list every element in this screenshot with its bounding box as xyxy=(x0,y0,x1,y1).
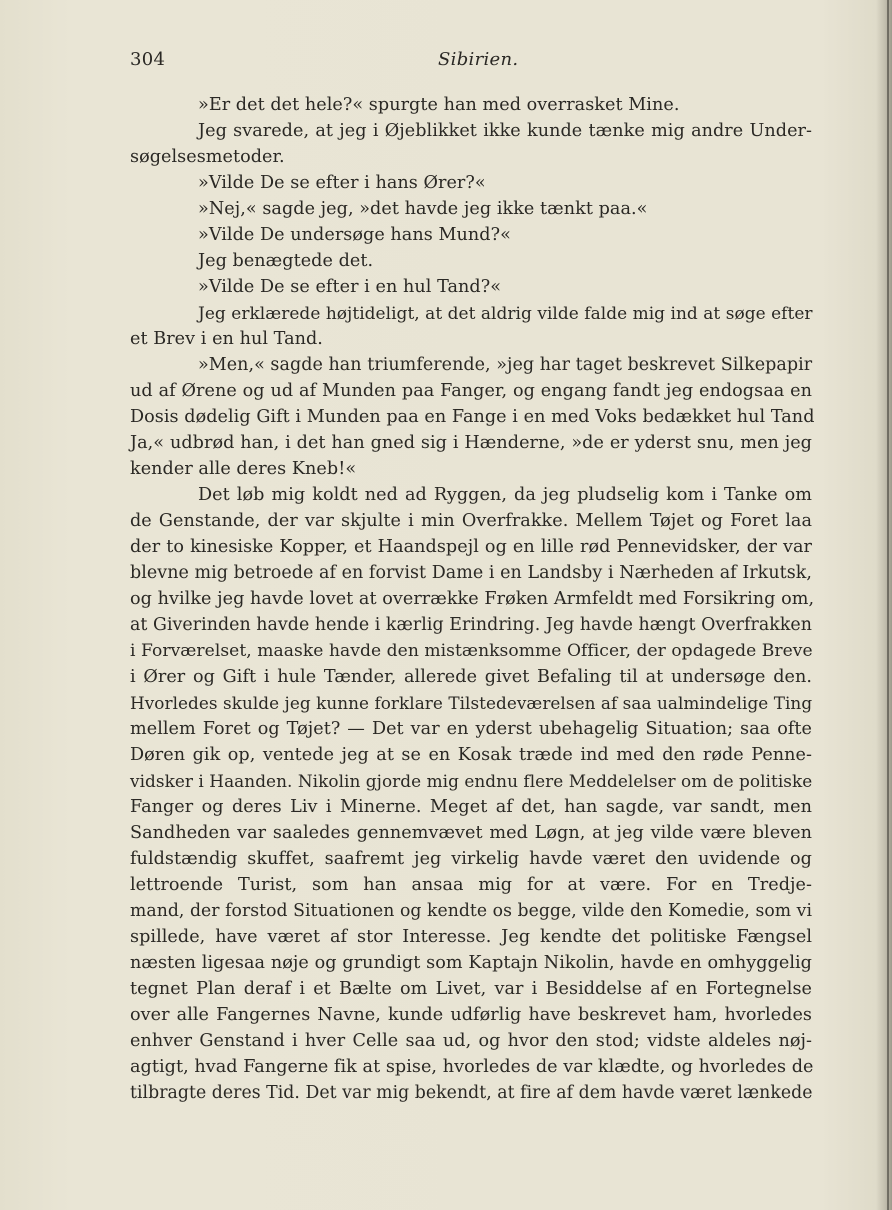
text-line: Jeg benægtede det. xyxy=(198,251,374,271)
text-line: Fanger og deres Liv i Minerne. Meget af det, han sagde, var sandt, men xyxy=(130,797,812,817)
text-line: i Ører og Gift i hule Tænder, allerede givet Befaling til at undersøge den. xyxy=(130,667,812,687)
text-line: »Vilde De se efter i hans Ører?« xyxy=(198,173,486,193)
text-line: ud af Ørene og ud af Munden paa Fanger, og engang fandt jeg endogsaa en xyxy=(130,381,812,401)
text-line: næsten ligesaa nøje og grundigt som Kaptajn Nikolin, havde en omhyggelig xyxy=(130,953,812,973)
text-line: agtigt, hvad Fangerne fik at spise, hvorledes de var klædte, og hvorledes de xyxy=(130,1057,814,1077)
page-edge-shadow xyxy=(876,0,892,1210)
text-line: i Forværelset, maaske havde den mistænksomme Officer, der opdagede Breve xyxy=(130,641,813,661)
text-line: Jeg svarede, at jeg i Øjeblikket ikke kunde tænke mig andre Under- xyxy=(198,121,812,141)
text-line: søgelsesmetoder. xyxy=(130,147,285,167)
text-line: »Vilde De undersøge hans Mund?« xyxy=(198,225,511,245)
page-header xyxy=(130,46,812,74)
body-text xyxy=(130,92,815,1106)
text-line: Ja,« udbrød han, i det han gned sig i Hænderne, »de er yderst snu, men jeg xyxy=(130,433,812,453)
text-line: enhver Genstand i hver Celle saa ud, og hvor den stod; vidste aldeles nøj- xyxy=(130,1031,812,1051)
running-title: Sibirien. xyxy=(438,49,519,70)
text-line: »Nej,« sagde jeg, »det havde jeg ikke tænkt paa.« xyxy=(198,199,648,219)
text-line: de Genstande, der var skjulte i min Overfrakke. Mellem Tøjet og Foret laa xyxy=(130,511,812,531)
text-line: et Brev i en hul Tand. xyxy=(130,329,323,349)
text-line: Det løb mig koldt ned ad Ryggen, da jeg pludselig kom i Tanke om xyxy=(198,485,812,505)
text-line: at Giverinden havde hende i kærlig Erindring. Jeg havde hængt Overfrakken xyxy=(130,615,812,635)
text-line: Hvorledes skulde jeg kunne forklare Tilstedeværelsen af saa ualmindelige Ting xyxy=(130,693,813,713)
text-line: »Er det det hele?« spurgte han med overrasket Mine. xyxy=(198,95,680,115)
text-line: spillede, have været af stor Interesse. Jeg kendte det politiske Fængsel xyxy=(130,927,812,947)
text-line: »Vilde De se efter i en hul Tand?« xyxy=(198,277,502,297)
text-line: kender alle deres Kneb!« xyxy=(130,459,357,479)
text-line: tegnet Plan deraf i et Bælte om Livet, var i Besiddelse af en Fortegnelse xyxy=(130,979,812,999)
text-line: lettroende Turist, som han ansaa mig for at være. For en Tredje- xyxy=(130,875,812,895)
page-number: 304 xyxy=(130,49,166,70)
text-line: Dosis dødelig Gift i Munden paa en Fange i en med Voks bedækket hul Tand xyxy=(130,407,815,427)
text-line: tilbragte deres Tid. Det var mig bekendt, at fire af dem havde været lænkede xyxy=(130,1083,813,1103)
text-line: Jeg erklærede højtideligt, at det aldrig vilde falde mig ind at søge efter xyxy=(198,303,813,323)
text-line: over alle Fangernes Navne, kunde udførlig have beskrevet ham, hvorledes xyxy=(130,1005,812,1025)
text-line: fuldstændig skuffet, saafremt jeg virkelig havde været den uvidende og xyxy=(130,849,812,869)
text-line: mellem Foret og Tøjet? — Det var en yderst ubehagelig Situation; saa ofte xyxy=(130,719,812,739)
text-line: Sandheden var saaledes gennemvævet med Løgn, at jeg vilde være bleven xyxy=(130,823,812,843)
text-line: blevne mig betroede af en forvist Dame i en Landsby i Nærheden af Irkutsk, xyxy=(130,563,812,583)
text-line: vidsker i Haanden. Nikolin gjorde mig endnu flere Meddelelser om de politiske xyxy=(130,771,813,791)
text-line: og hvilke jeg havde lovet at overrække Frøken Armfeldt med Forsikring om, xyxy=(130,589,815,609)
text-line: der to kinesiske Kopper, et Haandspejl og en lille rød Pennevidsker, der var xyxy=(130,537,812,557)
text-line: mand, der forstod Situationen og kendte os begge, vilde den Komedie, som vi xyxy=(130,901,812,921)
text-line: Døren gik op, ventede jeg at se en Kosak træde ind med den røde Penne- xyxy=(130,745,812,765)
text-line: »Men,« sagde han triumferende, »jeg har taget beskrevet Silkepapir xyxy=(198,355,813,375)
